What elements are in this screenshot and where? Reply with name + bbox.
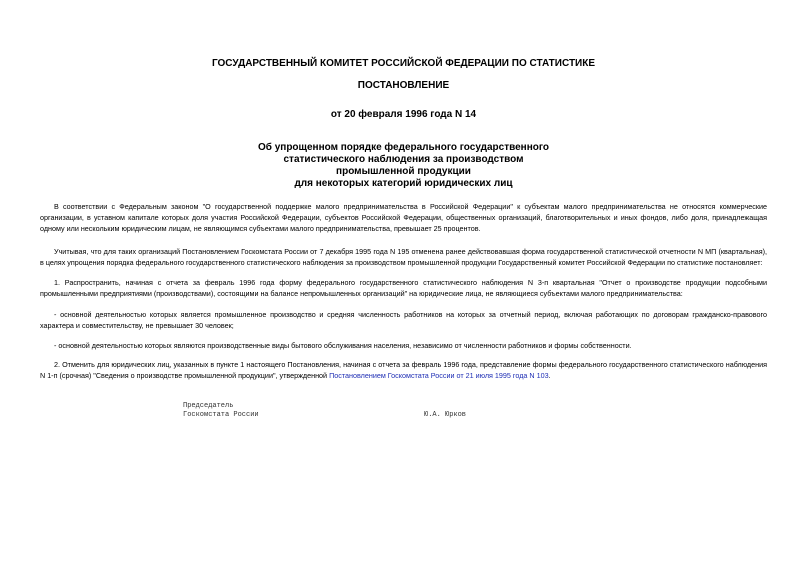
document-title [0, 142, 807, 190]
title-line: статистического наблюдения за производством [283, 154, 524, 165]
paragraph-5: - основной деятельностью которых являются производственные виды бытового обслуживания населения, независимо от численности работников и формы собственности. [54, 341, 632, 350]
paragraph-2: Учитывая, что для таких организаций Постановлением Госкомстата России от 7 декабря 1995 года N 195 отменена ранее действовавшая форма государственной статистической отчетности N МП (квартальная), в целях упрощения порядка федерального государственного статистического наблюдения за производством промышленной продукции Государственный комитет Российской Федерации по статистике постановляет: [40, 247, 767, 267]
title-line: промышленной продукции [336, 166, 471, 177]
signature-position [183, 402, 259, 420]
title-line: Об упрощенном порядке федерального государственного [257, 142, 550, 153]
paragraph-6 [40, 359, 767, 381]
resolution-103-link[interactable]: Постановлением Госкомстата России от 21 июля 1995 года N 103 [329, 371, 549, 380]
paragraph-4: - основной деятельностью которых является промышленное производство и средняя численность работников на которых за отчетный период, включая работающих по договорам гражданско-правового характера и совместительству, не превышает 30 человек; [40, 310, 767, 330]
committee-heading: ГОСУДАРСТВЕННЫЙ КОМИТЕТ РОССИЙСКОЙ ФЕДЕРАЦИИ ПО СТАТИСТИКЕ [211, 58, 596, 69]
signature-position-line: Председатель [183, 402, 234, 410]
paragraph-3: 1. Распространить, начиная с отчета за февраль 1996 года форму федерального государственного статистического наблюдения N 3-п квартальная "Отчет о производстве продукции подсобными промышленными предприятиями (производствами), состоящими на балансе непромышленных организаций" на юридические лица, не являющиеся субъектами малого предпринимательства: [40, 278, 767, 298]
paragraph-6-end: . [548, 371, 551, 380]
signature-position-line: Госкомстата России [183, 411, 259, 419]
paragraph-1: В соответствии с Федеральным законом "О государственной поддержке малого предпринимательства в Российской Федерации" к субъектам малого предпринимательства не относятся коммерческие организации, в уставном капитале которых доля участия Российской Федерации, субъектов Российской Федерации, общественных организаций, благотворительных и иных фондов, либо доля, принадлежащая одному или нескольким юридическим лицам, не являющимся субъектами малого предпринимательства, превышает 25 процентов. [40, 202, 767, 233]
title-line: для некоторых категорий юридических лиц [294, 178, 513, 189]
doc-type-heading: ПОСТАНОВЛЕНИЕ [357, 80, 450, 91]
signature-name: Ю.А. Юрков [424, 411, 467, 419]
paragraph-6-text: 2. Отменить для юридических лиц, указанных в пункте 1 настоящего Постановления, начиная с отчета за февраль 1996 года, представление формы федерального государственного статистического наблюдения N 1-п (срочная) "Сведения о производстве промышленной продукции", утвержденной [40, 360, 767, 380]
date-number: от 20 февраля 1996 года N 14 [330, 109, 477, 120]
